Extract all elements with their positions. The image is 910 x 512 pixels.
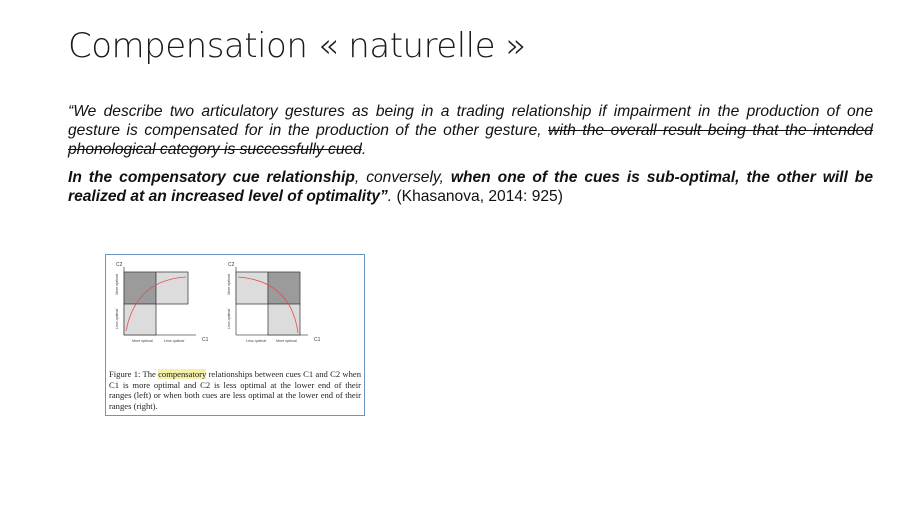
quote-main-text: We describe two articulatory gestures as being in a trading relationship if impairment in the production of one gesture is compensated for in the production of the other gesture,: [68, 103, 873, 139]
right-x-more-label: More optimal: [276, 339, 297, 343]
caption-highlight: compensatory: [158, 369, 207, 379]
caption-after: relationships between cues C1 and C2 when C1 is more optimal and C2 is less optimal at the lower end of their ranges (left) or when both cues are less optimal at the lower end of their ranges (right).: [109, 369, 361, 411]
right-y-more-label: More optimal: [227, 274, 231, 295]
compensatory-bold-1: In the compensatory cue relationship: [68, 169, 355, 186]
left-y-less-label: Less optimal: [115, 308, 119, 329]
left-c2-label: C2: [116, 262, 123, 268]
left-x-less-label: Less optimal: [164, 339, 185, 343]
compensatory-bold-2: when one of the cues is sub-optimal, the other will be realized at an increased level of optimality”: [68, 169, 874, 205]
compensatory-paragraph: [68, 168, 873, 206]
quote-end-mark: .: [361, 141, 367, 158]
figure-box: [105, 254, 365, 416]
compensatory-period: .: [387, 188, 393, 205]
right-x-less-label: Less optimal: [246, 339, 267, 343]
quote-paragraph: [68, 102, 873, 159]
left-cell-top-right: [156, 272, 188, 304]
right-panel: [227, 262, 321, 343]
left-x-more-label: More optimal: [132, 339, 153, 343]
compensatory-italic: , conversely,: [354, 169, 451, 186]
left-c1-label: C1: [202, 337, 209, 343]
right-cell-top-left: [236, 272, 268, 304]
quote-open-mark: “: [68, 103, 74, 120]
slide-title: Compensation « naturelle »: [68, 26, 526, 66]
right-c2-label: C2: [228, 262, 235, 268]
caption-before: Figure 1: The: [109, 369, 159, 379]
right-c1-label: C1: [314, 337, 321, 343]
left-y-more-label: More optimal: [115, 274, 119, 295]
slide-body: [68, 102, 873, 206]
left-panel: [115, 262, 209, 343]
right-y-less-label: Less optimal: [227, 308, 231, 329]
figure-caption: [109, 369, 361, 411]
citation: (Khasanova, 2014: 925): [392, 188, 563, 205]
quote-struck-text: with the overall result being that the intended phonological category is successfully cued: [68, 122, 873, 158]
figure-diagrams: [106, 255, 363, 367]
